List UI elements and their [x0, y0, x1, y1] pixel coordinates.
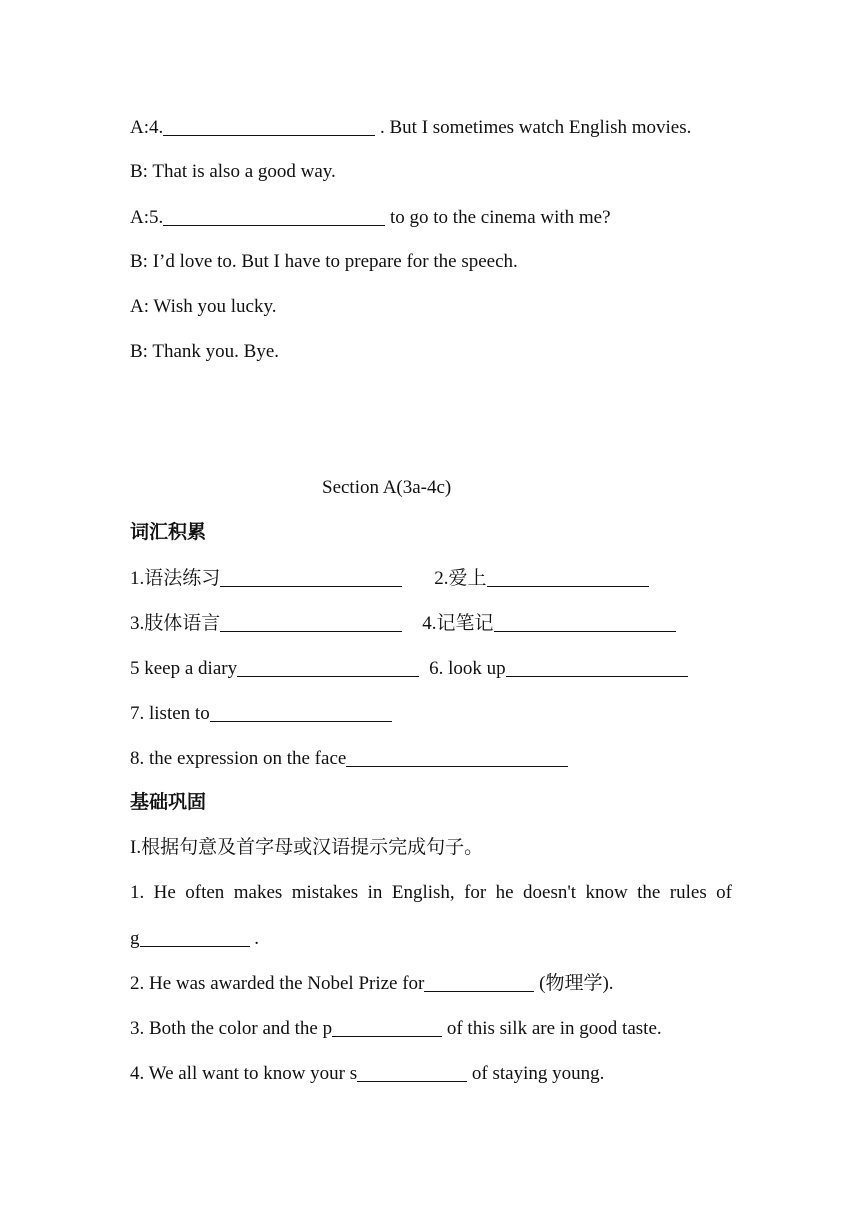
answer-blank[interactable]	[346, 746, 568, 767]
q3-after: of this silk are in good taste.	[442, 1018, 662, 1039]
basics-instruction: I.根据句意及首字母或汉语提示完成句子。	[130, 837, 484, 858]
dialogue-line-a6: A: Wish you lucky.	[130, 296, 277, 317]
vocab-row-4	[130, 701, 392, 726]
answer-blank[interactable]	[424, 971, 534, 992]
question-2	[130, 971, 614, 996]
answer-blank[interactable]	[357, 1061, 467, 1082]
answer-blank[interactable]	[220, 566, 402, 587]
answer-blank[interactable]	[163, 115, 375, 136]
answer-blank[interactable]	[506, 656, 688, 677]
vocab-item-8: 8. the expression on the face	[130, 748, 347, 769]
dialogue-a4-suffix: . But I sometimes watch English movies.	[375, 117, 692, 138]
question-4	[130, 1061, 604, 1086]
vocab-item-1: 1.语法练习	[130, 568, 221, 589]
dialogue-line-a5	[130, 205, 611, 230]
basics-heading: 基础巩固	[130, 792, 207, 813]
answer-blank[interactable]	[210, 701, 392, 722]
answer-blank[interactable]	[487, 566, 649, 587]
vocab-row-2	[130, 611, 676, 636]
dialogue-line-b2: B: I’d love to. But I have to prepare for the speech.	[130, 251, 518, 272]
vocab-row-5	[130, 746, 568, 771]
q1-first-letter: g	[130, 928, 140, 949]
q3-before: 3. Both the color and the p	[130, 1018, 333, 1039]
q1-end: .	[249, 928, 259, 949]
answer-blank[interactable]	[220, 611, 402, 632]
vocab-item-4: 4.记笔记	[422, 613, 494, 634]
dialogue-a5-prefix: A:5.	[130, 207, 164, 228]
vocab-item-7: 7. listen to	[130, 703, 210, 724]
q4-before: 4. We all want to know your s	[130, 1063, 358, 1084]
vocab-item-6: 6. look up	[429, 658, 506, 679]
dialogue-line-a4	[130, 115, 691, 140]
question-1-line-2	[130, 926, 259, 951]
answer-blank[interactable]	[237, 656, 419, 677]
q2-before: 2. He was awarded the Nobel Prize for	[130, 973, 425, 994]
q4-after: of staying young.	[467, 1063, 605, 1084]
answer-blank[interactable]	[140, 926, 250, 947]
question-3	[130, 1016, 662, 1041]
section-title: Section A(3a-4c)	[322, 477, 452, 498]
answer-blank[interactable]	[163, 205, 385, 226]
q2-after: (物理学).	[534, 973, 614, 994]
dialogue-line-b3: B: Thank you. Bye.	[130, 341, 280, 362]
dialogue-a4-prefix: A:4.	[130, 117, 164, 138]
answer-blank[interactable]	[332, 1016, 442, 1037]
answer-blank[interactable]	[494, 611, 676, 632]
vocab-item-5: 5 keep a diary	[130, 658, 238, 679]
vocab-heading: 词汇积累	[130, 522, 207, 543]
dialogue-a5-suffix: to go to the cinema with me?	[385, 207, 611, 228]
question-1-line-1: 1. He often makes mistakes in English, for he doesn't know the rules of	[130, 882, 732, 903]
dialogue-line-b1: B: That is also a good way.	[130, 161, 336, 182]
vocab-row-3	[130, 656, 688, 681]
vocab-item-2: 2.爱上	[434, 568, 487, 589]
vocab-row-1	[130, 566, 649, 591]
vocab-item-3: 3.肢体语言	[130, 613, 221, 634]
